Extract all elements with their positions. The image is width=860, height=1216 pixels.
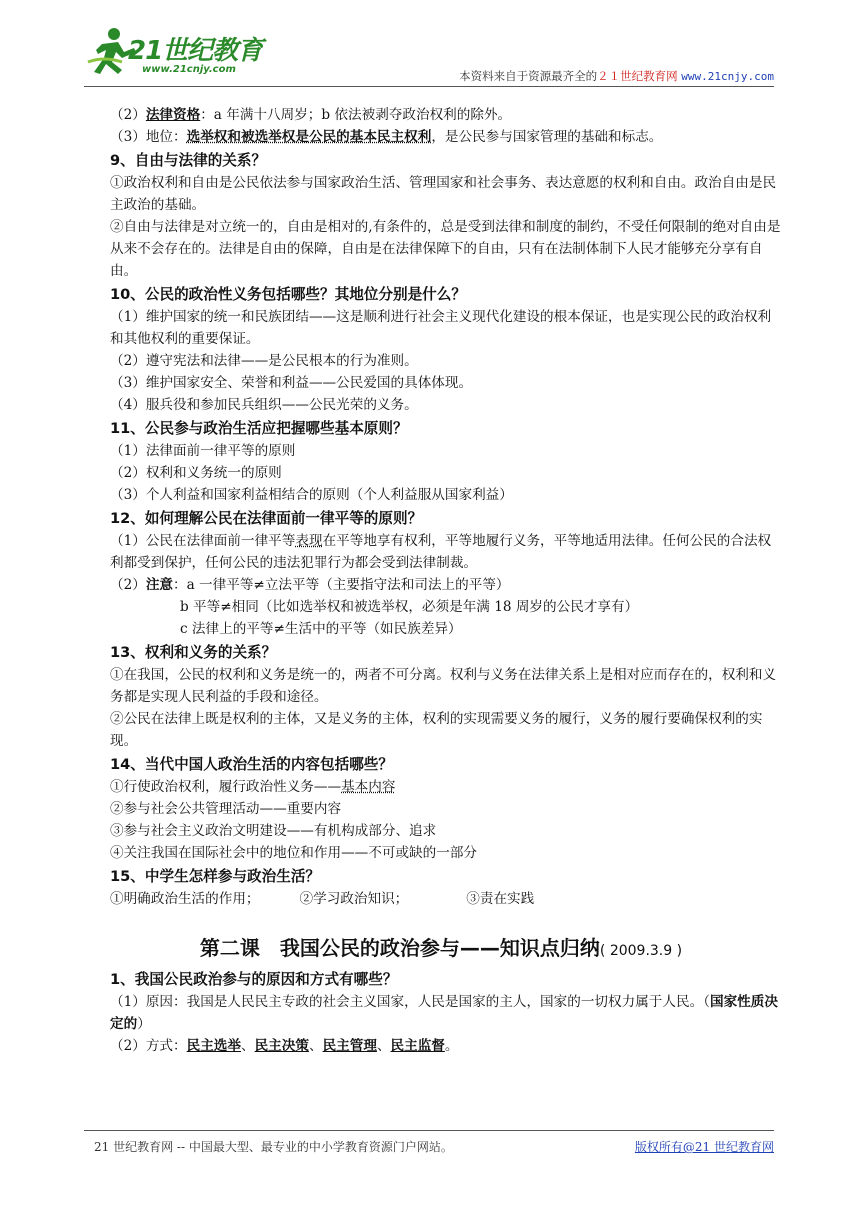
text-line: ②参与社会公共管理活动——重要内容 bbox=[110, 801, 342, 817]
text-line: （1）维护国家的统一和民族团结——这是顺利进行社会主义现代化建设的根本保证，也是实现公民的政治权利和其他权利的重要保证。 bbox=[110, 309, 772, 347]
text-line: （1）法律面前一律平等的原则 bbox=[110, 443, 296, 459]
text-span: c 法律上的平等≠生活中的平等（如民族差异） bbox=[180, 621, 462, 637]
footer-divider bbox=[84, 1130, 774, 1131]
text-span: ） bbox=[137, 1016, 151, 1032]
document-body bbox=[110, 104, 782, 1057]
question-heading: 12、如何理解公民在法律面前一律平等的原则？ bbox=[110, 510, 423, 527]
text-span: ：a 一律平等≠立法平等（主要指守法和司法上的平等） bbox=[173, 577, 510, 593]
text-span: 。 bbox=[444, 1038, 459, 1054]
text-span: 、 bbox=[376, 1038, 391, 1054]
text-line: （2）权利和义务统一的原则 bbox=[110, 465, 282, 481]
text-span: （1）公民在法律面前一律平等 bbox=[110, 533, 296, 549]
question-heading: 9、自由与法律的关系？ bbox=[110, 152, 267, 169]
text-span: （2）方式： bbox=[110, 1038, 187, 1054]
text-span: 、 bbox=[241, 1038, 255, 1054]
header-note-brand[interactable]: ２１世纪教育网 bbox=[597, 69, 678, 83]
text-line: ①政治权利和自由是公民依法参与国家政治生活、管理国家和社会事务、表达意愿的权利和自由。政治自由是民主政治的基础。 bbox=[110, 175, 777, 213]
text-span: 民主决策 bbox=[254, 1038, 309, 1054]
text-span: ①明确政治生活的作用； bbox=[110, 891, 260, 907]
question-heading: 1、我国公民政治参与的原因和方式有哪些？ bbox=[110, 971, 398, 988]
question-heading: 15、中学生怎样参与政治生活？ bbox=[110, 868, 321, 885]
text-span: ：a 年满十八周岁；b 依法被剥夺政治权利的除外。 bbox=[200, 107, 512, 123]
header-note bbox=[459, 68, 774, 84]
text-line: （4）服兵役和参加民兵组织——公民光荣的义务。 bbox=[110, 397, 418, 413]
text-line bbox=[110, 991, 782, 1035]
question-heading: 13、权利和义务的关系？ bbox=[110, 644, 277, 661]
question-heading: 10、公民的政治性义务包括哪些？其地位分别是什么？ bbox=[110, 286, 466, 303]
text-span: 在平等地享有权利，平等地履行义务，平等地适用法律。任何公民的合法权利都受到保护，任何公民的违法犯罪行为都会受到法律制裁。 bbox=[110, 533, 772, 571]
text-line bbox=[110, 888, 782, 910]
text-line: ②公民在法律上既是权利的主体，又是义务的主体，权利的实现需要义务的履行，义务的履行要确保权利的实现。 bbox=[110, 711, 763, 749]
text-span: ，是公民参与国家管理的基础和标志。 bbox=[431, 129, 663, 145]
text-line: ④关注我国在国际社会中的地位和作用——不可或缺的一部分 bbox=[110, 845, 478, 861]
text-span: （2） bbox=[110, 577, 146, 593]
text-line: ①在我国，公民的权利和义务是统一的，两者不可分离。权利与义务在法律关系上是相对应而存在的，权利和义务都是实现人民利益的手段和途径。 bbox=[110, 667, 777, 705]
text-span: 法律资格 bbox=[145, 107, 201, 123]
text-line bbox=[110, 574, 782, 596]
page-header bbox=[84, 22, 774, 86]
text-span: 国家性质决定的 bbox=[110, 994, 778, 1032]
header-note-prefix: 本资料来自于资源最齐全的 bbox=[459, 69, 598, 83]
text-line: （3）个人利益和国家利益相结合的原则（个人利益服从国家利益） bbox=[110, 487, 513, 503]
text-line: （2）遵守宪法和法律——是公民根本的行为准则。 bbox=[110, 353, 418, 369]
text-span: 民主选举 bbox=[186, 1038, 241, 1054]
text-line bbox=[110, 596, 782, 618]
site-logo[interactable] bbox=[84, 22, 304, 84]
text-span: 民主管理 bbox=[322, 1038, 377, 1054]
lesson-title-text: 第二课 我国公民的政治参与——知识点归纳 bbox=[199, 936, 600, 960]
text-line: ②自由与法律是对立统一的，自由是相对的,有条件的，总是受到法律和制度的制约，不受任何限制的绝对自由是从来不会存在的。法律是自由的保障，自由是在法律保障下的自由，只有在法制体制下人民才能够充分享有自由。 bbox=[110, 219, 781, 279]
text-span: 表现 bbox=[295, 533, 323, 549]
footer-left-text: 21 世纪教育网 -- 中国最大型、最专业的中小学教育资源门户网站。 bbox=[94, 1140, 453, 1154]
text-span: 民主监督 bbox=[390, 1038, 445, 1054]
footer-copyright-link[interactable]: 版权所有@21 世纪教育网 bbox=[634, 1140, 774, 1154]
text-line: ③参与社会主义政治文明建设——有机构成部分、追求 bbox=[110, 823, 437, 839]
text-line bbox=[110, 126, 782, 148]
header-divider bbox=[84, 86, 774, 87]
text-span: （2） bbox=[110, 107, 146, 123]
text-span: 、 bbox=[308, 1038, 323, 1054]
text-span: b 平等≠相同（比如选举权和被选举权，必须是年满 18 周岁的公民才享有） bbox=[180, 599, 639, 615]
text-line bbox=[110, 776, 782, 798]
text-line bbox=[110, 618, 782, 640]
text-span: （3）地位： bbox=[110, 129, 187, 145]
text-span: ①行使政治权利，履行政治性义务—— bbox=[110, 779, 342, 795]
text-span: （1）原因：我国是人民民主专政的社会主义国家，人民是国家的主人，国家的一切权力属于人民。（ bbox=[110, 994, 710, 1010]
text-span: 基本内容 bbox=[341, 779, 396, 795]
header-note-url[interactable]: www.21cnjy.com bbox=[681, 70, 774, 83]
text-line bbox=[110, 104, 782, 126]
logo-text: 21世纪教育 bbox=[128, 36, 263, 66]
text-span: 选举权和被选举权是公民的基本民主权利 bbox=[186, 129, 432, 145]
text-line bbox=[110, 1035, 782, 1057]
lesson-title bbox=[100, 934, 782, 965]
question-heading: 11、公民参与政治生活应把握哪些基本原则？ bbox=[110, 420, 408, 437]
text-line bbox=[110, 530, 782, 574]
text-span: 注意 bbox=[145, 577, 174, 593]
lesson-date: ( 2009.3.9 ) bbox=[599, 943, 683, 959]
text-span: ③责在实践 bbox=[466, 891, 535, 907]
text-span: ②学习政治知识； bbox=[299, 891, 409, 907]
text-line: （3）维护国家安全、荣誉和利益——公民爱国的具体体现。 bbox=[110, 375, 473, 391]
logo-url: www.21cnjy.com bbox=[142, 64, 236, 75]
question-heading: 14、当代中国人政治生活的内容包括哪些？ bbox=[110, 756, 393, 773]
